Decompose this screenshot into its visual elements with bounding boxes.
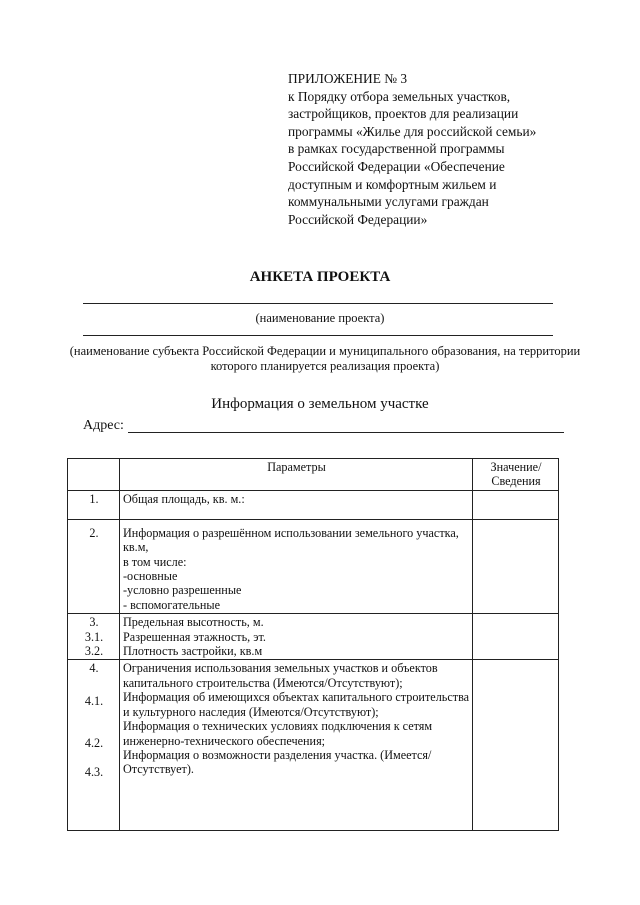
appendix-line: застройщиков, проектов для реализации <box>288 106 519 122</box>
appendix-line: доступным и комфортным жильем и <box>288 176 497 192</box>
row-value-cell[interactable] <box>473 490 559 519</box>
table-row <box>68 660 559 831</box>
row-number: 3. 3.1. 3.2. <box>68 614 120 660</box>
subject-name-line <box>83 335 553 336</box>
subject-caption: (наименование субъекта Российской Федерации и муниципального образования, на территории которого планируется реализация проекта) <box>69 344 581 373</box>
row-parameter: Ограничения использования земельных участков и объектов капитального строительства (Имеются/Отсутствуют); Информация об имеющихся объектах капитального строительства и культурного наследия (Имеются/Отсутствуют); Информация о технических условиях подключения к сетям инженерно-технического обеспечения; Информация о возможности разделения участка. (Имеется/Отсутствует). <box>120 660 473 831</box>
header-parameters: Параметры <box>120 459 473 491</box>
appendix-line: в рамках государственной программы <box>288 141 505 157</box>
appendix-line: к Порядку отбора земельных участков, <box>288 88 511 104</box>
table-row <box>68 614 559 660</box>
appendix-line: ПРИЛОЖЕНИЕ № 3 <box>288 71 408 86</box>
header-number <box>68 459 120 491</box>
appendix-line: коммунальными услугами граждан <box>288 194 489 210</box>
table-header-row <box>68 459 559 491</box>
appendix-line: Российской Федерации» <box>288 211 428 227</box>
row-number: 2. <box>68 519 120 613</box>
row-parameter: Предельная высотность, м. Разрешенная этажность, эт. Плотность застройки, кв.м <box>120 614 473 660</box>
row-number: 1. <box>68 490 120 519</box>
appendix-block <box>288 70 588 228</box>
row-value-cell[interactable] <box>473 614 559 660</box>
project-name-line <box>83 303 553 304</box>
appendix-line: программы «Жилье для российской семьи» <box>288 123 537 139</box>
table-row <box>68 490 559 519</box>
parameters-table <box>67 458 559 831</box>
row-value-cell[interactable] <box>473 519 559 613</box>
section-title: Информация о земельном участке <box>211 396 429 412</box>
table-row <box>68 519 559 613</box>
row-value-cell[interactable] <box>473 660 559 831</box>
project-name-caption: (наименование проекта) <box>255 311 385 325</box>
appendix-line: Российской Федерации «Обеспечение <box>288 158 505 174</box>
row-parameter: Общая площадь, кв. м.: <box>120 490 473 519</box>
document-title: АНКЕТА ПРОЕКТА <box>249 269 391 285</box>
address-label: Адрес: <box>83 418 124 433</box>
address-line <box>128 432 564 433</box>
row-parameter: Информация о разрешённом использовании земельного участка, кв.м, в том числе: -основные -условно разрешенные - вспомогательные <box>120 519 473 613</box>
row-number: 4. 4.1. 4.2. 4.3. <box>68 660 120 831</box>
header-value: Значение/ Сведения <box>473 459 559 491</box>
